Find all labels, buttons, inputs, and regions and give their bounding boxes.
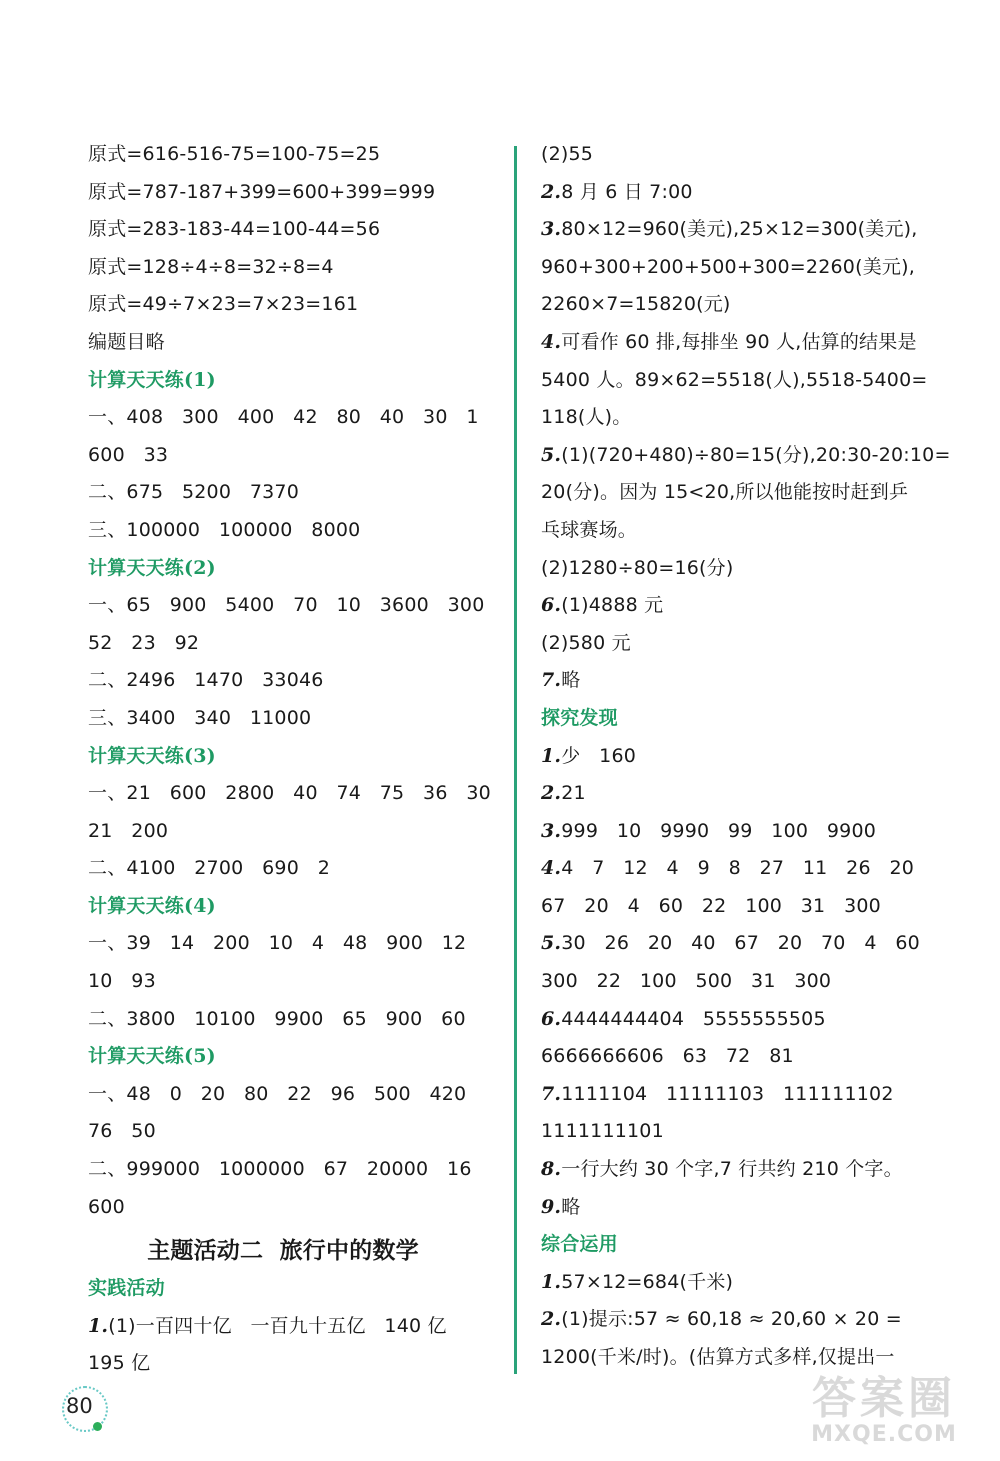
left-section-heading: 计算天天练(1) bbox=[88, 368, 216, 391]
left-section-heading: 计算天天练(3) bbox=[88, 744, 216, 767]
left-answer-line: 一、65 900 5400 70 10 3600 300 bbox=[88, 594, 485, 617]
left-answer-line: 一、21 600 2800 40 74 75 36 30 bbox=[88, 782, 491, 805]
left-section-heading: 计算天天练(4) bbox=[88, 894, 216, 917]
answer-number: 3. bbox=[541, 218, 562, 241]
right-numbered-answer bbox=[541, 662, 961, 700]
answer-text: (1)一百四十亿 一百九十五亿 140 亿 bbox=[108, 1314, 447, 1337]
answer-text: 30 26 20 40 67 20 70 4 60 bbox=[561, 932, 920, 955]
section-title: 主题活动二 旅行中的数学 bbox=[147, 1238, 419, 1265]
answer-number: 7. bbox=[541, 1082, 562, 1105]
right-answer-line: 300 22 100 500 31 300 bbox=[541, 970, 832, 993]
answer-number: 4. bbox=[541, 857, 562, 880]
answer-number: 6. bbox=[541, 1007, 562, 1030]
answer-number: 2. bbox=[541, 782, 562, 805]
answer-number: 6. bbox=[541, 594, 562, 617]
right-numbered-answer bbox=[541, 1301, 961, 1339]
right-numbered-answer bbox=[541, 1189, 961, 1227]
left-answer-line: 二、675 5200 7370 bbox=[88, 481, 300, 504]
right-answer-line: 67 20 4 60 22 100 31 300 bbox=[541, 894, 881, 917]
watermark bbox=[786, 1373, 982, 1452]
left-answer-line: 二、2496 1470 33046 bbox=[88, 669, 324, 692]
right-numbered-answer bbox=[541, 1076, 961, 1114]
answer-number: 8. bbox=[541, 1158, 562, 1181]
left-section-heading: 计算天天练(2) bbox=[88, 556, 216, 579]
left-answer-line: 二、3800 10100 9900 65 900 60 bbox=[88, 1007, 466, 1030]
watermark-logo-text: 答案圈 bbox=[812, 1373, 956, 1424]
answer-text: (1)(720+480)÷80=15(分),20:30-20:10= bbox=[561, 443, 951, 466]
right-numbered-answer bbox=[541, 738, 961, 776]
left-answer-line: 600 33 bbox=[88, 443, 169, 466]
left-answer-line: 一、408 300 400 42 80 40 30 1 bbox=[88, 406, 479, 429]
left-answer-line: 52 23 92 bbox=[88, 631, 200, 654]
right-section-heading: 探究发现 bbox=[541, 706, 618, 729]
column-divider bbox=[514, 146, 517, 1374]
left-column bbox=[88, 136, 508, 1383]
right-column bbox=[541, 136, 961, 1377]
right-numbered-answer bbox=[541, 174, 961, 212]
left-answer-line: 原式=283-183-44=100-44=56 bbox=[88, 218, 381, 241]
right-numbered-answer bbox=[541, 925, 961, 963]
answer-number: 3. bbox=[541, 819, 562, 842]
answer-number: 4. bbox=[541, 330, 562, 353]
answer-text: 4 7 12 4 9 8 27 11 26 20 bbox=[561, 857, 915, 880]
right-answer-line: (2)1280÷80=16(分) bbox=[541, 556, 734, 579]
right-answer-line: (2)55 bbox=[541, 143, 594, 165]
left-answer-line: 76 50 bbox=[88, 1120, 156, 1143]
right-section-heading: 综合运用 bbox=[541, 1233, 618, 1256]
right-numbered-answer bbox=[541, 775, 961, 813]
answer-number: 2. bbox=[541, 1308, 562, 1331]
answer-text: 一行大约 30 个字,7 行共约 210 个字。 bbox=[561, 1158, 903, 1181]
answer-text: 21 bbox=[561, 782, 586, 805]
right-numbered-answer bbox=[541, 1151, 961, 1189]
left-answer-line: 二、4100 2700 690 2 bbox=[88, 857, 331, 880]
answer-text: 可看作 60 排,每排坐 90 人,估算的结果是 bbox=[561, 330, 917, 353]
left-answer-line: 三、100000 100000 8000 bbox=[88, 518, 361, 541]
answer-text: 略 bbox=[561, 669, 581, 692]
answer-text: 80×12=960(美元),25×12=300(美元), bbox=[561, 218, 918, 241]
left-answer-line: 600 bbox=[88, 1195, 125, 1218]
right-numbered-answer bbox=[541, 1264, 961, 1302]
left-answer-line: 原式=787-187+399=600+399=999 bbox=[88, 180, 436, 203]
left-section-heading: 实践活动 bbox=[88, 1277, 165, 1300]
left-answer-line: 一、39 14 200 10 4 48 900 12 bbox=[88, 932, 467, 955]
answer-text: (1)4888 元 bbox=[561, 594, 664, 617]
left-numbered-answer bbox=[88, 1308, 508, 1346]
right-numbered-answer bbox=[541, 850, 961, 888]
right-answer-line: 20(分)。因为 15<20,所以他能按时赶到乒 bbox=[541, 481, 909, 504]
answer-text: 999 10 9990 99 100 9900 bbox=[561, 819, 877, 842]
answer-number: 1. bbox=[541, 744, 562, 767]
answer-number: 5. bbox=[541, 443, 562, 466]
right-numbered-answer bbox=[541, 1001, 961, 1039]
right-answer-line: 5400 人。89×62=5518(人),5518-5400= bbox=[541, 368, 928, 391]
left-answer-line: 原式=49÷7×23=7×23=161 bbox=[88, 293, 359, 316]
answer-number: 5. bbox=[541, 932, 562, 955]
left-answer-line: 21 200 bbox=[88, 819, 169, 842]
left-section-heading: 计算天天练(5) bbox=[88, 1045, 216, 1068]
watermark-url: MXQE.COM bbox=[811, 1422, 957, 1447]
left-answer-line: 三、3400 340 11000 bbox=[88, 706, 312, 729]
answer-text: 1111104 11111103 111111102 bbox=[561, 1082, 894, 1105]
right-answer-line: 6666666606 63 72 81 bbox=[541, 1045, 794, 1068]
page-number: 80 bbox=[66, 1394, 93, 1418]
right-answer-line: (2)580 元 bbox=[541, 631, 631, 654]
answer-number: 2. bbox=[541, 180, 562, 203]
right-numbered-answer bbox=[541, 587, 961, 625]
right-answer-line: 1200(千米/时)。(估算方式多样,仅提出一 bbox=[541, 1346, 895, 1368]
page-number-badge bbox=[60, 1384, 110, 1434]
left-answer-line: 195 亿 bbox=[88, 1352, 151, 1375]
answer-text: 少 160 bbox=[561, 744, 637, 767]
answer-text: 4444444404 5555555505 bbox=[561, 1007, 826, 1030]
page-dot-icon bbox=[93, 1422, 102, 1431]
left-answer-line: 原式=616-516-75=100-75=25 bbox=[88, 143, 381, 165]
left-answer-line: 二、999000 1000000 67 20000 16 bbox=[88, 1158, 472, 1181]
right-answer-line: 118(人)。 bbox=[541, 406, 632, 429]
answer-text: 57×12=684(千米) bbox=[561, 1270, 734, 1293]
answer-number: 1. bbox=[88, 1314, 109, 1337]
right-answer-line: 乓球赛场。 bbox=[541, 518, 638, 541]
answer-number: 9. bbox=[541, 1195, 562, 1218]
right-numbered-answer bbox=[541, 324, 961, 362]
answer-number: 1. bbox=[541, 1270, 562, 1293]
answer-number: 7. bbox=[541, 669, 562, 692]
left-answer-line: 编题目略 bbox=[88, 330, 165, 353]
right-answer-line: 1111111101 bbox=[541, 1120, 664, 1143]
left-answer-line: 一、48 0 20 80 22 96 500 420 bbox=[88, 1082, 467, 1105]
answer-text: (1)提示:57 ≈ 60,18 ≈ 20,60 × 20 = bbox=[561, 1308, 902, 1331]
right-answer-line: 2260×7=15820(元) bbox=[541, 293, 731, 316]
left-answer-line: 原式=128÷4÷8=32÷8=4 bbox=[88, 255, 334, 278]
left-answer-line: 10 93 bbox=[88, 970, 156, 993]
right-numbered-answer bbox=[541, 437, 961, 475]
right-numbered-answer bbox=[541, 211, 961, 249]
right-answer-line: 960+300+200+500+300=2260(美元), bbox=[541, 255, 915, 278]
right-numbered-answer bbox=[541, 813, 961, 851]
answer-text: 8 月 6 日 7:00 bbox=[561, 180, 693, 203]
answer-text: 略 bbox=[561, 1195, 581, 1218]
